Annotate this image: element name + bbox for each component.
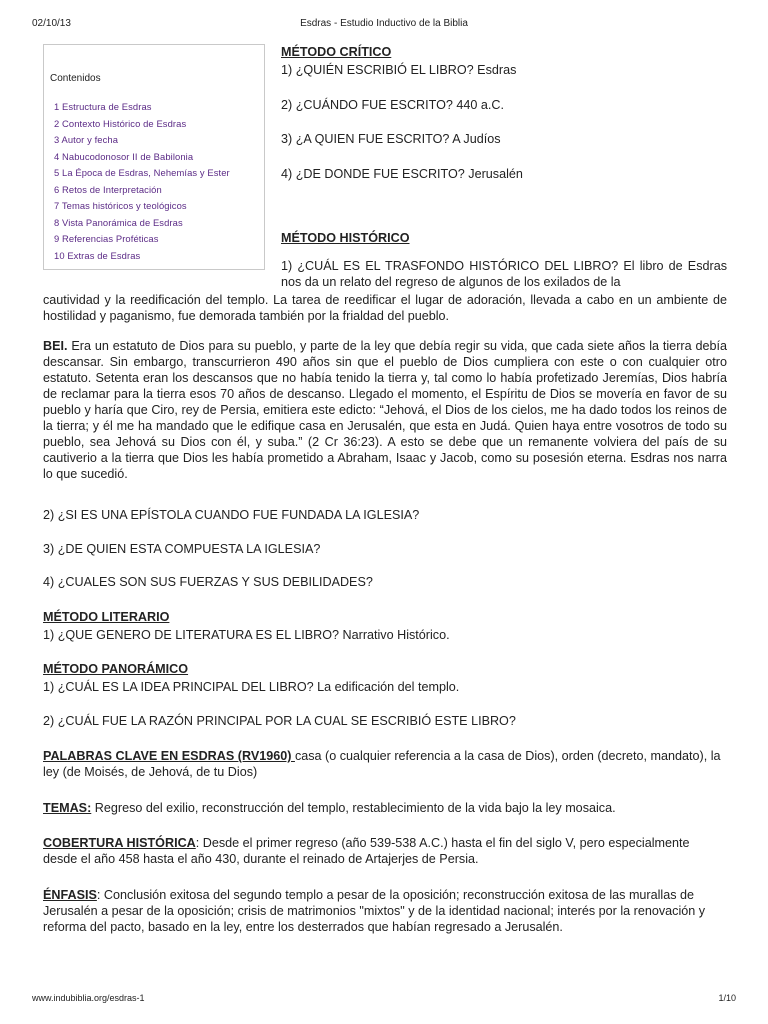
cobertura-historica-label: COBERTURA HISTÓRICA (43, 836, 196, 850)
metodo-literario-heading: MÉTODO LITERARIO (43, 610, 170, 624)
bei-paragraph (43, 338, 727, 482)
toc-title: Contenidos (50, 73, 101, 84)
enfasis-paragraph (43, 887, 727, 935)
cobertura-historica-text: : Desde el primer regreso (año 539-538 A.C.) hasta el fin del siglo V, pero especialmente desde el año 458 hasta el año 430, durante el reinado de Artajerjes de Persia. (43, 836, 690, 866)
bei-text: Era un estatuto de Dios para su pueblo, y parte de la ley que debía regir su vida, que cada siete años la tierra debía descansar. Sin embargo, transcurrieron 490 años sin que el pueblo de Dios cumpliera con este o con cualquier otro estatuto. Setenta eran los descansos que no había tenido la tierra y, tal como lo había profetizado Jeremías, Dios habría de reclamar para la tierra esos 70 años de descanso. Llegado el momento, el Espíritu de Dios se movería en favor de su pueblo y haría que Ciro, rey de Persia, emitiera este edicto: “Jehová, el Dios de los cielos, me ha dado todos los reinos de la tierra; y él me ha mandado que le edifique casa en Jerusalén, que esta en Judá. Quien haya entre vosotros de todo su pueblo, sea Jehová su Dios con él, y suba.” (2 Cr 36:23). A esto se debe que un remanente volviera del país de su cautiverio a la tierra que Dios les había prometido a Abraham, Isaac y Jacob, como su posesión eterna. Esdras nos narra lo que sucedió. (43, 339, 727, 481)
metodo-historico-q4: 4) ¿CUALES SON SUS FUERZAS Y SUS DEBILIDADES? (43, 575, 373, 589)
toc-link-estructura[interactable]: 1 Estructura de Esdras (54, 101, 152, 112)
temas-text: Regreso del exilio, reconstrucción del templo, restablecimiento de la vida bajo la ley mosaica. (91, 801, 616, 815)
metodo-historico-q1-continuation: cautividad y la reedificación del templo. La tarea de reedificar el lugar de adoración, llevada a cabo en un ambiente de hostilidad y paganismo, fue demorada también por la frialdad del pueblo. (43, 293, 727, 323)
metodo-critico-q3: 3) ¿A QUIEN FUE ESCRITO? A Judíos (281, 132, 501, 146)
metodo-critico-q4: 4) ¿DE DONDE FUE ESCRITO? Jerusalén (281, 167, 523, 181)
toc-link-vista-panoramica[interactable]: 8 Vista Panorámica de Esdras (54, 216, 183, 228)
metodo-critico-heading: MÉTODO CRÍTICO (281, 45, 392, 59)
toc-link-extras[interactable]: 10 Extras de Esdras (54, 249, 141, 261)
toc-link-contexto-historico[interactable]: 2 Contexto Histórico de Esdras (54, 117, 187, 129)
bei-label: BEI. (43, 339, 68, 353)
toc-list (54, 99, 259, 264)
metodo-historico-q3: 3) ¿DE QUIEN ESTA COMPUESTA LA IGLESIA? (43, 542, 321, 556)
metodo-historico-q1-intro: 1) ¿CUÁL ES EL TRASFONDO HISTÓRICO DEL LIBRO? El libro de Esdras nos da un relato del regreso de algunos de los exilados de la (281, 259, 727, 289)
toc-link-autor-fecha[interactable]: 3 Autor y fecha (54, 134, 119, 145)
temas-label: TEMAS: (43, 801, 92, 815)
toc-link-nabucodonosor[interactable]: 4 Nabucodonosor II de Babilonia (54, 150, 194, 162)
page-header-date: 02/10/13 (32, 18, 71, 29)
metodo-critico-q2: 2) ¿CUÁNDO FUE ESCRITO? 440 a.C. (281, 98, 505, 112)
page-footer-page-number: 1/10 (718, 993, 736, 1003)
enfasis-text: : Conclusión exitosa del segundo templo a pesar de la oposición; reconstrucción exitosa de las murallas de Jerusalén a pesar de la oposición; crisis de matrimonios "mixtos" y de la identidad nacional; interés por la renovación y reforma del pacto, basado en la ley, entre los desterrados que habían regresado a Jerusalén. (43, 888, 706, 934)
metodo-critico-q1: 1) ¿QUIÉN ESCRIBIÓ EL LIBRO? Esdras (281, 63, 517, 77)
metodo-historico-heading: MÉTODO HISTÓRICO (281, 231, 410, 245)
toc-link-retos[interactable]: 6 Retos de Interpretación (54, 183, 162, 195)
metodo-literario-q1: 1) ¿QUE GENERO DE LITERATURA ES EL LIBRO? Narrativo Histórico. (43, 628, 450, 642)
temas-paragraph (43, 800, 727, 816)
metodo-panoramico-heading: MÉTODO PANORÁMICO (43, 662, 189, 676)
palabras-clave-paragraph (43, 748, 727, 780)
palabras-clave-text: casa (o cualquier referencia a la casa de Dios), orden (decreto, mandato), la ley (de Moisés, de Jehová, de tu Dios) (43, 749, 721, 779)
metodo-historico-q2: 2) ¿SI ES UNA EPÍSTOLA CUANDO FUE FUNDADA LA IGLESIA? (43, 508, 420, 522)
enfasis-label: ÉNFASIS (43, 888, 97, 902)
metodo-panoramico-q2: 2) ¿CUÁL FUE LA RAZÓN PRINCIPAL POR LA CUAL SE ESCRIBIÓ ESTE LIBRO? (43, 714, 516, 728)
page-footer-url: www.indubiblia.org/esdras-1 (32, 993, 145, 1003)
table-of-contents (43, 44, 265, 270)
palabras-clave-label: PALABRAS CLAVE EN ESDRAS (RV1960) (43, 749, 295, 763)
cobertura-historica-paragraph (43, 835, 727, 867)
toc-link-epoca[interactable]: 5 La Época de Esdras, Nehemías y Ester (54, 167, 230, 178)
toc-link-temas[interactable]: 7 Temas históricos y teológicos (54, 200, 187, 211)
metodo-panoramico-q1: 1) ¿CUÁL ES LA IDEA PRINCIPAL DEL LIBRO? La edificación del templo. (43, 680, 460, 694)
page-header-title: Esdras - Estudio Inductivo de la Biblia (300, 18, 468, 29)
toc-link-referencias[interactable]: 9 Referencias Proféticas (54, 233, 159, 244)
